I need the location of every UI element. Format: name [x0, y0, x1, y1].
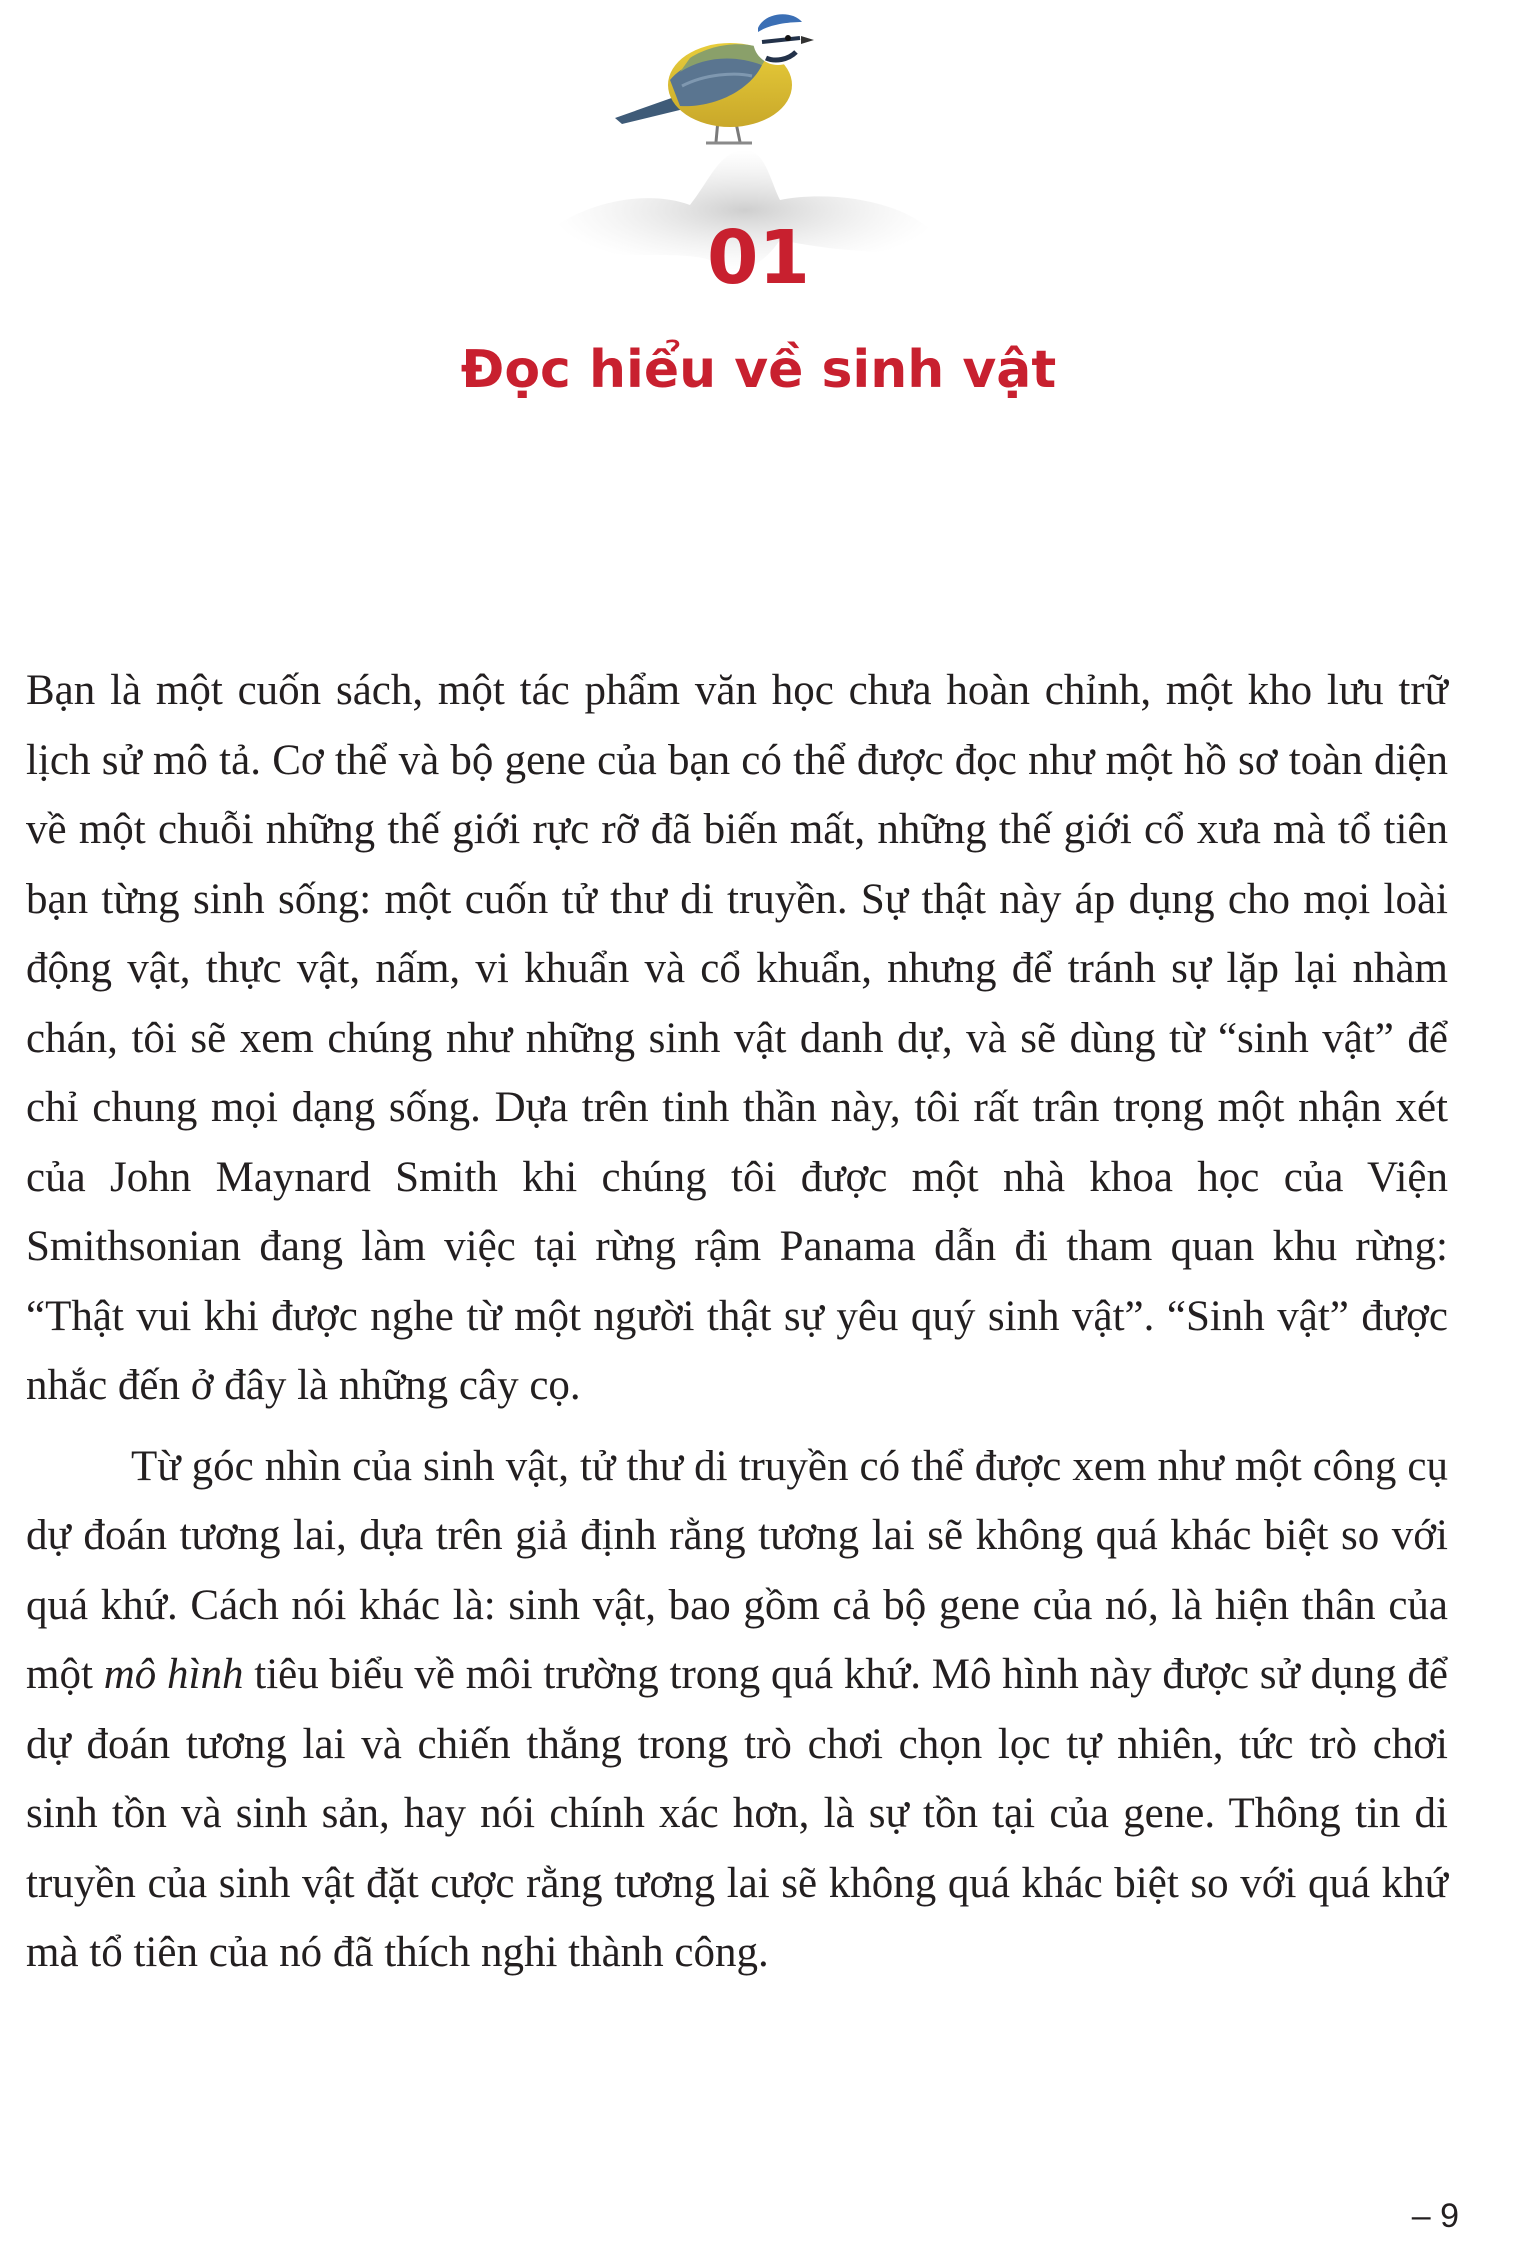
paragraph-2 [26, 1432, 1448, 1988]
paragraph-2-part-1: Từ góc nhìn của sinh vật, tử thư di truyền có thể được xem như một công cụ dự đoán tương lai, dựa trên giả định rằng tương lai sẽ không quá khác biệt so với quá khứ. Cách nói khác là: sinh vật, bao gồm cả bộ gene của nó, là hiện thân của một [26, 1442, 1448, 1698]
page-number: – 9 [1411, 2197, 1459, 2235]
chapter-title: Đọc hiểu về sinh vật [460, 340, 1057, 400]
paragraph-2-part-2: tiêu biểu về môi trường trong quá khứ. Mô hình này được sử dụng để dự đoán tương lai và chiến thắng trong trò chơi chọn lọc tự nhiên, tức trò chơi sinh tồn và sinh sản, hay nói chính xác hơn, là sự tồn tại của gene. Thông tin di truyền của sinh vật đặt cược rằng tương lai sẽ không quá khác biệt so với quá khứ mà tổ tiên của nó đã thích nghi thành công. [26, 1651, 1449, 1976]
paragraph-2-italic: mô hình [103, 1651, 244, 1698]
chapter-number: 01 [707, 215, 810, 301]
paragraph-1: Bạn là một cuốn sách, một tác phẩm văn học chưa hoàn chỉnh, một kho lưu trữ lịch sử mô tả. Cơ thể và bộ gene của bạn có thể được đọc như một hồ sơ toàn diện về một chuỗi những thế giới rực rỡ đã biến mất, những thế giới cổ xưa mà tổ tiên bạn từng sinh sống: một cuốn tử thư di truyền. Sự thật này áp dụng cho mọi loài động vật, thực vật, nấm, vi khuẩn và cổ khuẩn, nhưng để tránh sự lặp lại nhàm chán, tôi sẽ xem chúng như những sinh vật danh dự, và sẽ dùng từ “sinh vật” để chỉ chung mọi dạng sống. Dựa trên tinh thần này, tôi rất trân trọng một nhận xét của John Maynard Smith khi chúng tôi được một nhà khoa học của Viện Smithsonian đang làm việc tại rừng rậm Panama dẫn đi tham quan khu rừng: “Thật vui khi được nghe từ một người thật sự yêu quý sinh vật”. “Sinh vật” được nhắc đến ở đây là những cây cọ. [26, 667, 1448, 1409]
body-text [26, 656, 1448, 1988]
